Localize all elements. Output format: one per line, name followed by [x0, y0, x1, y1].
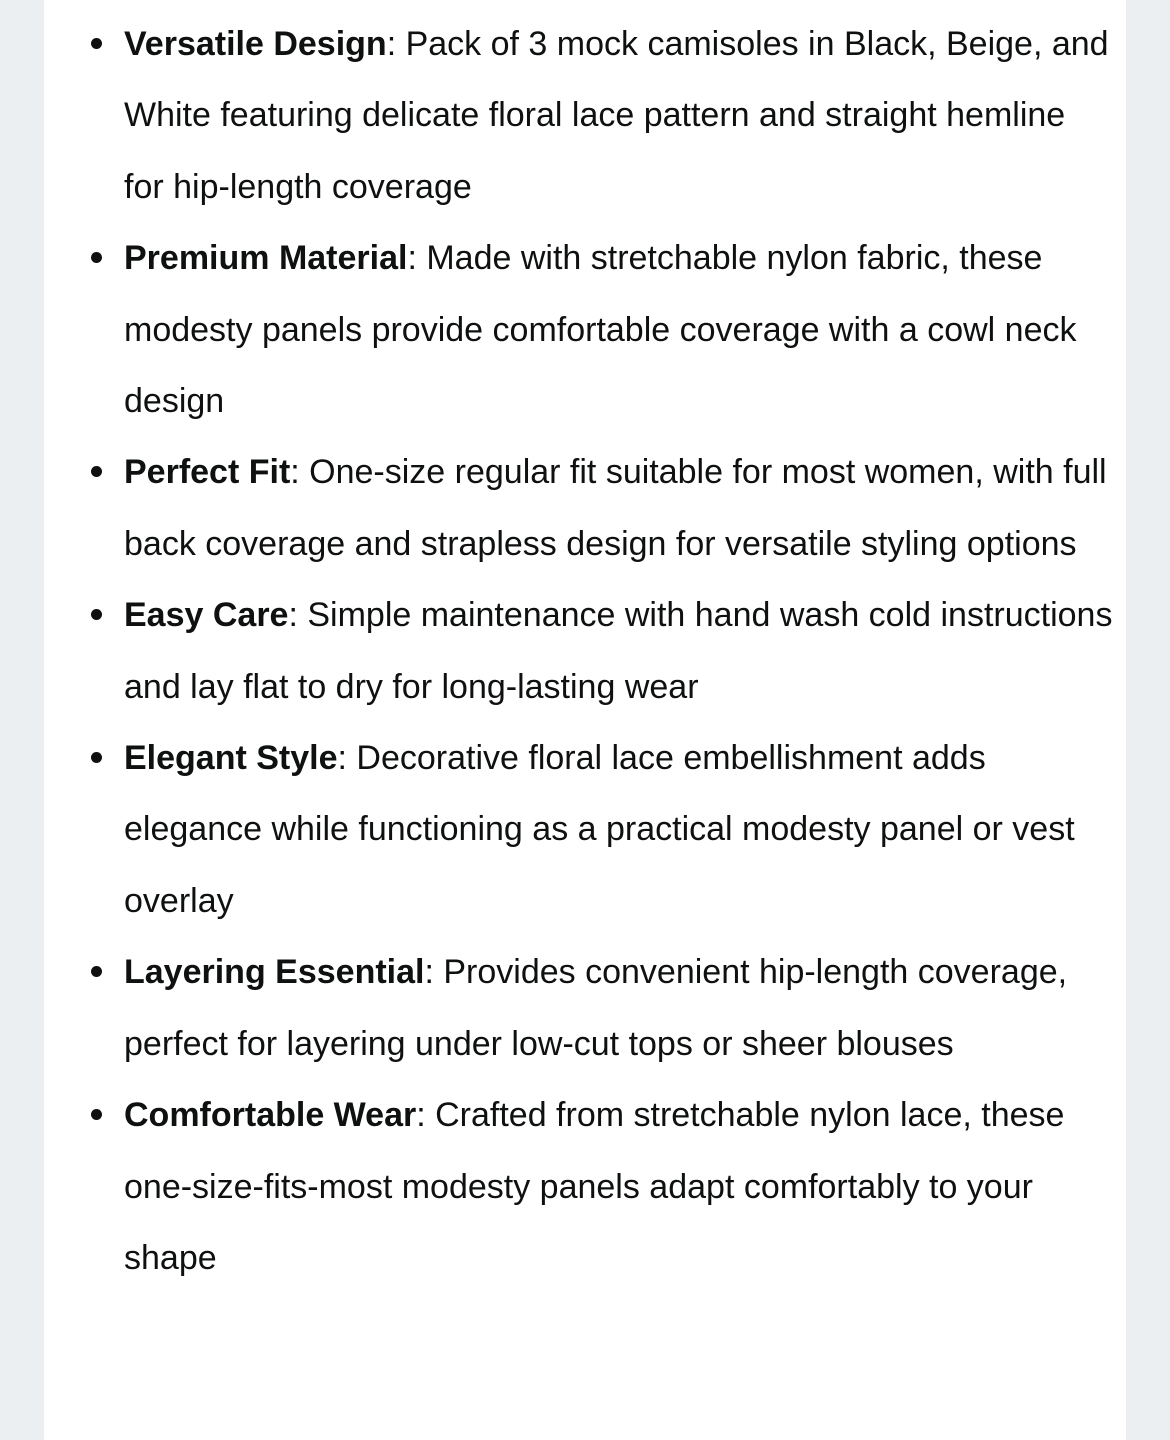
feature-title: Premium Material [124, 239, 408, 278]
product-features-panel [44, 0, 1126, 1440]
bullet-dot-icon [91, 752, 102, 763]
feature-description: : Simple maintenance with hand wash cold instructions and lay flat to dry for long-lasting wear [124, 596, 1113, 706]
feature-bullet-list [124, 9, 1114, 1294]
feature-title: Elegant Style [124, 739, 338, 778]
feature-title: Versatile Design [124, 25, 387, 63]
feature-bullet-premium-material [124, 223, 1114, 437]
bullet-dot-icon [91, 609, 102, 620]
feature-title: Comfortable Wear [124, 1096, 417, 1135]
feature-description: : Provides convenient hip-length coverage, perfect for layering under low-cut tops or sheer blouses [124, 953, 1068, 1063]
feature-bullet-perfect-fit [124, 437, 1114, 580]
bullet-dot-icon [91, 38, 102, 49]
feature-description: : Pack of 3 mock camisoles in Black, Beige, and White featuring delicate floral lace pattern and straight hemline for hip-length coverage [124, 25, 1109, 206]
feature-description: : One-size regular fit suitable for most women, with full back coverage and strapless design for versatile styling options [124, 453, 1107, 563]
feature-bullet-comfortable-wear [124, 1080, 1114, 1294]
bullet-dot-icon [91, 466, 102, 477]
feature-title: Perfect Fit [124, 453, 291, 492]
feature-description: : Made with stretchable nylon fabric, these modesty panels provide comfortable coverage with a cowl neck design [124, 239, 1077, 421]
feature-description: : Crafted from stretchable nylon lace, these one-size-fits-most modesty panels adapt comfortably to your shape [124, 1096, 1065, 1277]
feature-title: Layering Essential [124, 953, 425, 992]
feature-description: : Decorative floral lace embellishment adds elegance while functioning as a practical modesty panel or vest overlay [124, 739, 1075, 920]
feature-title: Easy Care [124, 596, 289, 635]
feature-bullet-elegant-style [124, 723, 1114, 937]
feature-bullet-layering-essential [124, 937, 1114, 1080]
bullet-dot-icon [91, 252, 102, 263]
bullet-dot-icon [91, 1109, 102, 1120]
feature-bullet-easy-care [124, 580, 1114, 723]
bullet-dot-icon [91, 966, 102, 977]
feature-bullet-versatile-design [124, 9, 1114, 223]
